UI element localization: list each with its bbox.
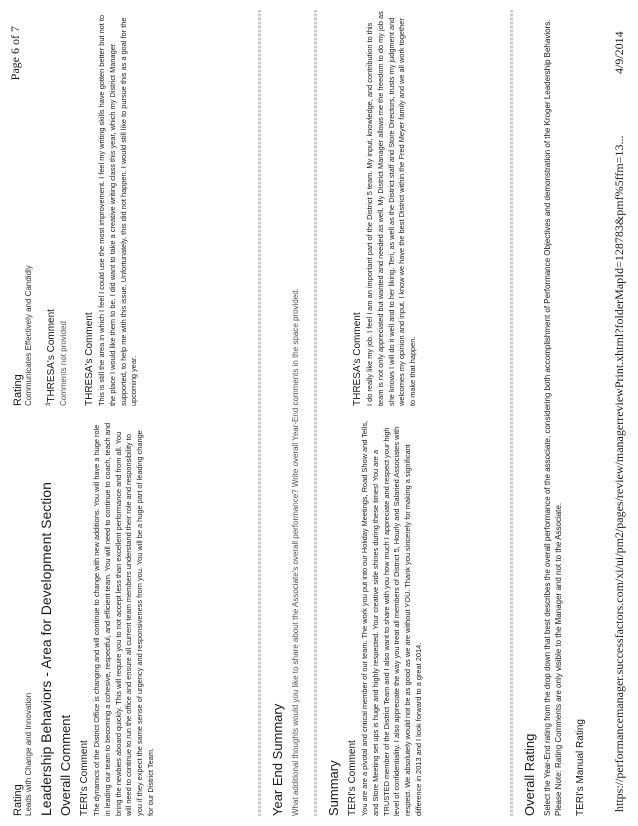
summary-teri-label: TERI's Comment [347,740,358,816]
year-end-title: Year End Summary [270,703,285,816]
page-number: Page 6 of 7 [8,26,22,81]
rating-title-left: Rating [12,784,24,816]
overall-comment-title: Overall Comment [58,714,73,816]
summary-right [346,11,419,406]
footer-url: https://performancemanager.successfactors.com/xi/ui/pm2/pages/review/managerreviewPrint.xhtml?folderMapId=128783&pmf%5ffm=13... [612,135,626,812]
rating-title-right: Rating [12,374,24,406]
section-divider [314,10,317,816]
footer-date: 4/9/2014 [612,31,626,74]
overall-rating-section [518,10,588,816]
overall-rating-title: Overall Rating [522,733,537,816]
thresa-comment2-text: This is still the area in which I feel I could use the most improvement. I feel my writing skills have gotten better but not to the place I would like them to be. I did want to take a creative writing class this year, which my District Manager supported, to help me with this issue. Unfortunately, this did not happen. I would still like to pursue this as a goal for the upcoming year. [97,14,139,406]
left-column [12,421,157,816]
section-divider [510,10,513,816]
section-title: Leadership Behaviors - Area for Development Section [38,482,54,816]
summary-thresa-label: THRESA's Comment [352,312,363,406]
thresa-comment-text: Comments not provided [59,321,68,406]
rating-marker: 3 [46,402,52,406]
rating-sub-left: Leads with Change and Innovation [24,692,33,816]
summary-title: Summary [326,760,341,816]
thresa-comment-label-text: THRESA's Comment [46,309,57,403]
section-divider [258,10,261,816]
year-end-section [266,10,300,816]
summary-thresa-text: I do really like my job. I feel I am an important part of the District 5 team. My input, knowledge, and contribution to this team is not only appreciated but wanted and needed as well. My District Manager allows me the freedom to do my job as she knows I will do it well and to her liking. Teri, as well as the District staff and Store Directors, trusts my judgment and welcomes my opinion and input. I know we have the best District within the Fred Meyer family and we all work together to make that happen. [365,11,418,406]
thresa-comment2-label: THRESA's Comment [84,312,95,406]
summary-teri-text: You are are a pivotal and critical member of our team. The work you put into our Holiday Meetings, Road Show and Tells, and Store Meeting set ups is huge and highly respected. Your creative side shines during these times! You are a TRUSTED member of the District Team and I also want to share with you how much I appreciate and respect your high level of confidentiality. I also appreciate the way you treat all members of District 5, Hourly and Salaried Associates with respect. We absolutely would not be as good as we are without YOU. Thank you sincerely for making a significant difference in 2013 and I look forward to a great 2014. [360,420,423,816]
year-end-prompt: What additional thoughts would you like to share about the Associate's overall performance? Write overall Year-End comments in the space provided. [291,288,300,816]
rating-sub-right: Communicates Effectively and Candidly [24,265,33,406]
overall-rating-description: Select the Year-End rating from the drop down that best describes the overall performance of the associate, considering both accomplishment of Performance Objectives and demonstration of the Kroger Leadership Behaviors. Please Note: Rating Comments are only visible to the Manager and not to the Associate. [543,19,563,816]
teri-comment-label: TERI's Comment [79,740,90,816]
summary-left [322,416,425,816]
right-column [12,11,140,406]
manual-rating-label: TERI's Manual Rating [574,719,586,816]
teri-comment-text: The dynamics of the District Office is changing and will continue to change with new additions. You will have a huge role in leading our team to becoming a cohesive, respectful, and efficient team. You will need to continue to coach, teach and bring the newbies aboard quickly. This will require you to not accept less than excellent performance and from all. You will need to continue to run the office and ensure all current team members understand their role and responsibility to you if they expect the same sense of urgency and responsiveness from you. You will be a huge part of leading change for our District Team. [92,422,155,816]
thresa-comment-label [46,11,57,406]
